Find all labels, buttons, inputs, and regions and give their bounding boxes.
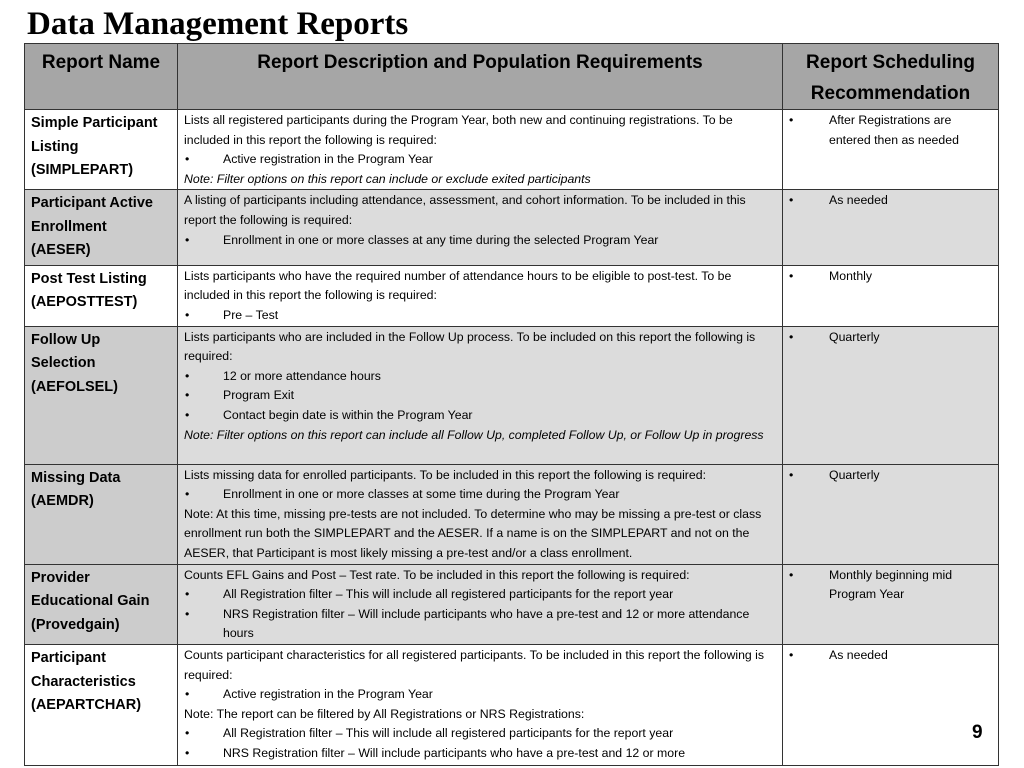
schedule-item [787,267,994,287]
bullet-icon: • [789,648,794,662]
description-text: Counts participant characteristics for all registered participants. To be included in this report the following is required: [184,648,765,682]
report-code: (SIMPLEPART) [31,162,134,178]
schedule-item [787,111,994,150]
report-scheduling-cell [783,110,999,190]
report-code: (AEPARTCHAR) [31,697,142,713]
report-name-line: Characteristics [31,673,136,690]
report-description-cell [178,265,783,326]
description-text: Lists participants who have the required number of attendance hours to be eligible to post-test. To be included in this report the following is required: [184,268,732,303]
report-name-line: Listing [31,138,79,155]
requirement-text: Enrollment in one or more classes at any time during the selected Program Year [223,232,659,247]
bullet-icon: • [185,745,190,760]
report-scheduling-cell [783,564,999,644]
description-note: Note: The report can be filtered by All Registrations or NRS Registrations: [184,706,585,721]
table-header-row [25,44,999,110]
requirement-item [184,386,776,406]
page-number: 9 [972,722,983,743]
requirement-item [184,406,776,426]
requirement-item [184,231,776,251]
report-name-line: Provider [31,569,90,586]
requirement-item [184,724,776,744]
requirement-text: Program Exit [223,388,295,403]
description-note: Note: Filter options on this report can include all Follow Up, completed Follow Up, or Follow Up in progress [184,427,764,442]
requirement-item [184,605,776,644]
bullet-icon: • [789,113,794,127]
schedule-text: After Registrations are entered then as needed [829,113,959,147]
requirement-item [184,367,776,387]
report-code: (AEPOSTTEST) [31,294,138,311]
bullet-icon: • [789,329,794,344]
table-row [25,190,999,266]
requirement-text: All Registration filter – This will include all registered participants for the report year [223,587,674,602]
report-description-cell [178,110,783,190]
description-text: A listing of participants including attendance, assessment, and cohort information. To be included in this report the following is required: [184,193,746,227]
requirement-text: 12 or more attendance hours [223,368,381,383]
schedule-text: Monthly [829,268,873,283]
report-scheduling-cell [783,265,999,326]
schedule-text: Monthly beginning mid Program Year [829,567,953,602]
description-text: Lists participants who are included in the Follow Up process. To be included on this report the following is required: [184,329,756,364]
table-row [25,564,999,644]
report-name-line: Enrollment [31,218,107,235]
bullet-icon: • [185,308,190,323]
bullet-icon: • [185,408,190,423]
requirement-text: NRS Registration filter – Will include participants who have a pre-test and 12 or more [223,745,686,760]
header-report-scheduling: Report Scheduling Recommendation [783,44,999,110]
report-code: (AEMDR) [31,493,94,510]
bullet-icon: • [185,687,190,702]
bullet-icon: • [789,467,794,482]
report-name-line: Missing Data [31,469,121,486]
table-row [25,645,999,766]
report-name-line: Participant Active [31,195,153,212]
table-row [25,110,999,190]
requirement-item [184,744,776,764]
description-text: Lists all registered participants during the Program Year, both new and continuing registrations. To be included in this report the following is required: [184,113,733,147]
report-code: (AEFOLSEL) [31,378,118,395]
requirement-text: NRS Registration filter – Will include participants who have a pre-test and 12 or more attendance hours [223,606,750,641]
schedule-text: As needed [829,193,888,208]
report-description-cell [178,326,783,464]
requirement-item [184,585,776,605]
description-note: Note: Filter options on this report can include or exclude exited participants [184,171,591,186]
bullet-icon: • [789,567,794,582]
bullet-icon: • [185,152,190,167]
report-name-cell [25,110,178,190]
schedule-item [787,466,994,486]
bullet-icon: • [185,587,190,602]
report-name-line: Educational Gain [31,593,150,610]
report-name-cell [25,265,178,326]
report-name-cell [25,326,178,464]
schedule-item [787,646,994,666]
bullet-icon: • [185,388,190,403]
table-row [25,464,999,564]
report-name-line: Post Test Listing [31,270,147,287]
header-report-name: Report Name [25,44,178,110]
schedule-text: Quarterly [829,467,880,482]
bullet-icon: • [185,606,190,621]
bullet-icon: • [185,232,190,247]
requirement-text: Pre – Test [223,308,279,323]
requirement-text: All Registration filter – This will include all registered participants for the report year [223,726,674,741]
table-row [25,265,999,326]
page-title: Data Management Reports [27,6,409,42]
bullet-icon: • [789,268,794,283]
report-description-cell [178,464,783,564]
bullet-icon: • [185,726,190,741]
schedule-item [787,191,994,211]
requirement-text: Enrollment in one or more classes at some time during the Program Year [223,487,620,502]
bullet-icon: • [185,487,190,502]
report-name-line: Participant [31,650,106,666]
report-scheduling-cell [783,645,999,766]
requirement-item [184,485,776,505]
requirement-text: Contact begin date is within the Program Year [223,408,473,423]
report-name-line: Selection [31,355,96,372]
report-description-cell [178,564,783,644]
report-scheduling-cell [783,464,999,564]
report-name-cell [25,645,178,766]
requirement-item [184,150,776,170]
report-name-cell [25,190,178,266]
description-text: Counts EFL Gains and Post – Test rate. To be included in this report the following is required: [184,567,690,582]
report-description-cell [178,645,783,766]
description-text: Lists missing data for enrolled participants. To be included in this report the following is required: [184,467,706,482]
schedule-item [787,566,994,605]
description-note: Note: At this time, missing pre-tests are not included. To determine who may be missing a pre-test or class enrollment run both the SIMPLEPART and the AESER. If a name is on the SIMPLEPART and not on the AESER, that Participant is most likely missing a pre-test and/or a class enrollment. [184,506,762,561]
requirement-item [184,306,776,326]
bullet-icon: • [185,368,190,383]
report-name-line: Follow Up [31,331,101,348]
table-row [25,326,999,464]
requirement-text: Active registration in the Program Year [223,152,433,167]
report-code: (AESER) [31,242,91,259]
schedule-text: Quarterly [829,329,880,344]
report-name-cell [25,564,178,644]
bullet-icon: • [789,193,794,208]
report-description-cell [178,190,783,266]
schedule-item [787,328,994,348]
reports-table [24,43,999,766]
report-scheduling-cell [783,326,999,464]
report-scheduling-cell [783,190,999,266]
report-name-line: Simple Participant [31,115,158,131]
requirement-text: Active registration in the Program Year [223,687,433,702]
report-name-cell [25,464,178,564]
schedule-text: As needed [829,648,888,662]
requirement-item [184,685,776,705]
report-code: (Provedgain) [31,616,120,633]
header-report-description: Report Description and Population Requirements [178,44,783,110]
